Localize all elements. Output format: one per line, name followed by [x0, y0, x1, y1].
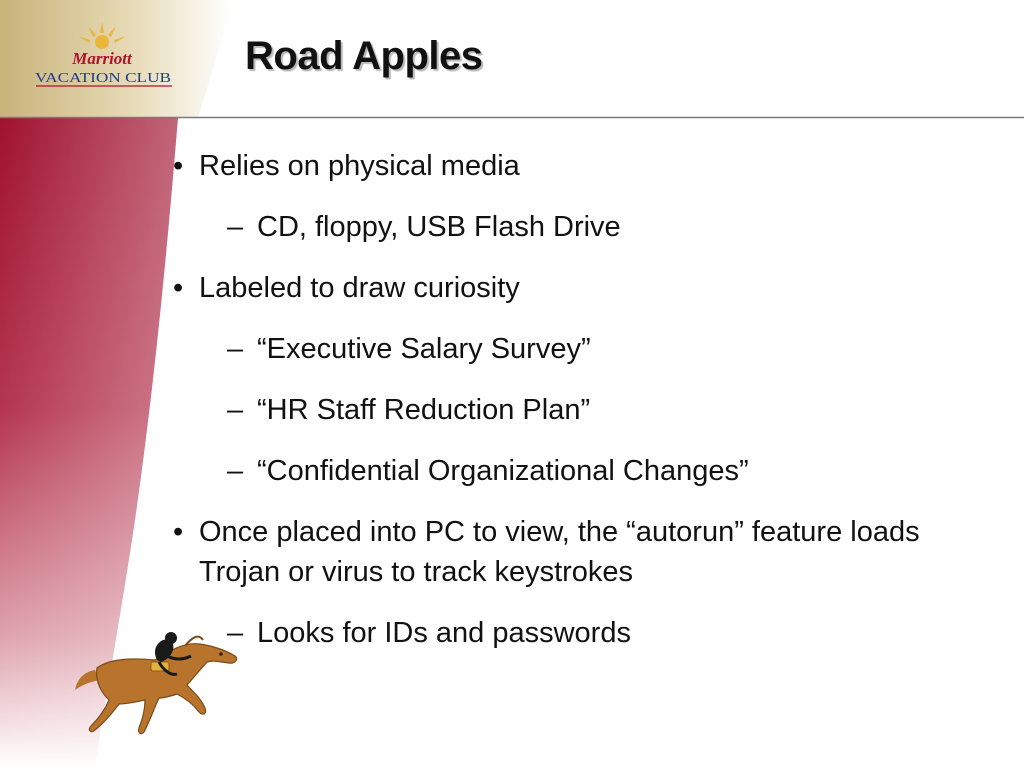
logo-marriott-text: Marriott [72, 49, 132, 68]
list-item [165, 512, 985, 592]
bullet-text: “HR Staff Reduction Plan” [257, 394, 591, 426]
dash-marker: – [227, 455, 244, 487]
list-item [165, 613, 985, 653]
list-item [165, 390, 985, 430]
list-item [165, 207, 985, 247]
bullet-text: “Confidential Organizational Changes” [257, 455, 749, 487]
dash-marker: – [227, 333, 244, 365]
dash-marker: – [227, 394, 244, 426]
list-item [165, 451, 985, 491]
dash-marker: – [227, 211, 244, 243]
bullet-marker: • [173, 272, 184, 304]
bullet-text: “Executive Salary Survey” [257, 333, 591, 365]
bullet-text: Labeled to draw curiosity [199, 272, 520, 304]
bullet-list [165, 146, 985, 674]
bullet-text: Relies on physical media [199, 150, 520, 182]
bullet-marker: • [173, 150, 184, 182]
list-item [165, 268, 985, 308]
bullet-marker: • [173, 516, 184, 548]
marriott-vacation-club-logo [30, 20, 180, 92]
sun-icon [78, 22, 126, 49]
racehorse-jockey-icon [75, 630, 245, 742]
dash-marker: – [227, 617, 244, 649]
bullet-text: CD, floppy, USB Flash Drive [257, 211, 621, 243]
bullet-text: Looks for IDs and passwords [257, 617, 631, 649]
logo-vacation-club-text: VACATION CLUB [35, 71, 171, 86]
slide-title: Road Apples [245, 34, 483, 78]
bullet-text: Once placed into PC to view, the “autorun” feature loads Trojan or virus to track keystrokes [199, 516, 920, 588]
list-item [165, 146, 985, 186]
list-item [165, 329, 985, 369]
